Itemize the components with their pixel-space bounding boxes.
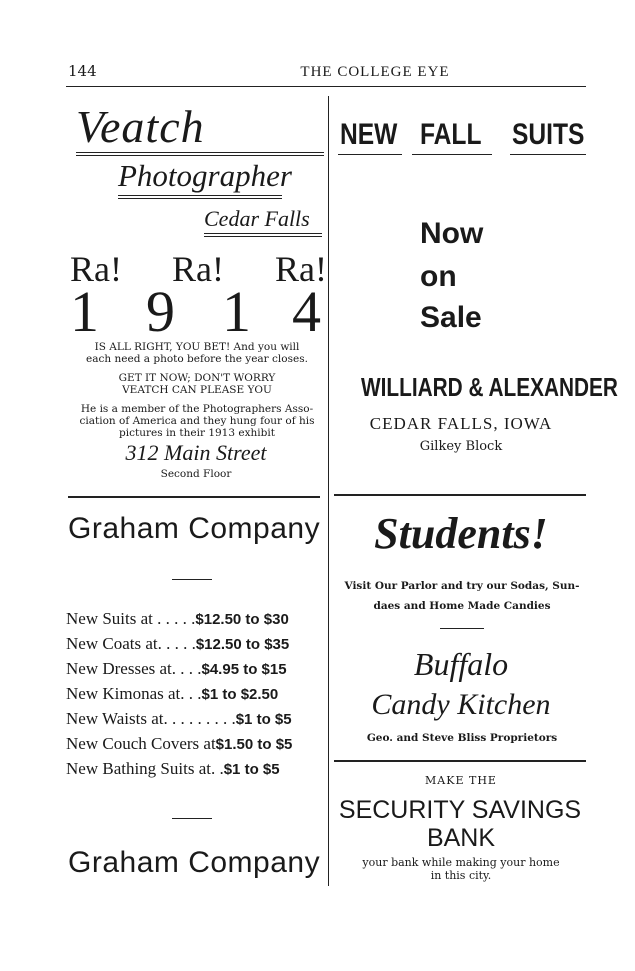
price-item: New Dresses at. . . .$4.95 to $15 [66, 659, 287, 678]
bank-word: BANK [426, 824, 496, 852]
sale-text: Sale [420, 301, 482, 334]
graham-name-top: Graham Company [68, 512, 321, 545]
veatch-text-line: pictures in their 1913 exhibit [119, 427, 275, 439]
price-item: New Suits at . . . . .$12.50 to $30 [66, 609, 289, 628]
double-rule [118, 195, 282, 199]
double-rule [204, 233, 322, 237]
visit-text: Visit Our Parlor and try our Sodas, Sun- daes and Home Made Candies [344, 580, 580, 612]
price-item: New Waists at. . . . . . . . .$1 to $5 [66, 709, 292, 728]
headline-underline [510, 154, 586, 155]
headline-word: SUITS [512, 118, 585, 151]
veatch-text-line: ciation of America and they hung four of his [79, 415, 315, 427]
price-item: New Couch Covers at$1.50 to $5 [66, 734, 293, 753]
veatch-text-line: IS ALL RIGHT, YOU BET! And you will [94, 341, 300, 353]
bank-tagline: your bank while making your home in this city. [362, 856, 560, 882]
veatch-address: 312 Main Street [125, 440, 267, 465]
make-the-text: MAKE THE [425, 774, 497, 787]
buffalo-name: Buffalo [413, 646, 509, 682]
year-digit: 1 [222, 279, 251, 344]
veatch-text-line: GET IT NOW; DON'T WORRY [118, 372, 276, 384]
veatch-city: Cedar Falls [204, 206, 310, 231]
candy-kitchen-name: Candy Kitchen [371, 688, 551, 721]
price-item: New Kimonas at. . .$1 to $2.50 [66, 684, 279, 703]
cheer-word: Ra! [275, 249, 327, 289]
veatch-text-line: He is a member of the Photographers Asso- [80, 403, 314, 415]
double-rule [76, 152, 324, 156]
veatch-text-line: VEATCH CAN PLEASE YOU [122, 384, 272, 396]
headline-word: FALL [420, 118, 482, 151]
headline-word: NEW [340, 118, 398, 151]
short-rule [172, 818, 212, 819]
section-rule [334, 494, 586, 496]
cheer-word: Ra! [70, 249, 122, 289]
company-block: Gilkey Block [419, 439, 503, 454]
year-digit: 4 [292, 279, 321, 344]
price-item: New Coats at. . . . .$12.50 to $35 [66, 634, 290, 653]
veatch-floor: Second Floor [160, 468, 232, 480]
now-text: Now [420, 217, 484, 250]
proprietors-text: Geo. and Steve Bliss Proprietors [366, 732, 558, 744]
veatch-profession: Photographer [118, 158, 292, 193]
on-text: on [420, 260, 457, 293]
company-name: WILLIARD & ALEXANDER [361, 372, 618, 402]
company-city: CEDAR FALLS, IOWA [369, 414, 553, 433]
short-rule [172, 579, 212, 580]
graham-name-bottom: Graham Company [68, 846, 321, 879]
section-rule [68, 496, 320, 498]
price-item: New Bathing Suits at. .$1 to $5 [66, 759, 280, 778]
veatch-text-line: each need a photo before the year closes. [86, 353, 308, 365]
header-rule [66, 86, 586, 87]
bank-name: SECURITY SAVINGS [338, 796, 582, 824]
cheer-word: Ra! [172, 249, 224, 289]
section-rule [334, 760, 586, 762]
column-divider [328, 96, 329, 886]
page-number: 144 [68, 62, 97, 80]
headline-underline [338, 154, 402, 155]
year-digit: 1 [70, 279, 99, 344]
headline-underline [412, 154, 492, 155]
students-headline: Students! [374, 509, 548, 558]
short-rule [440, 628, 484, 629]
veatch-name: Veatch [76, 101, 205, 152]
year-digit: 9 [146, 279, 175, 344]
magazine-title: THE COLLEGE EYE [300, 64, 450, 80]
